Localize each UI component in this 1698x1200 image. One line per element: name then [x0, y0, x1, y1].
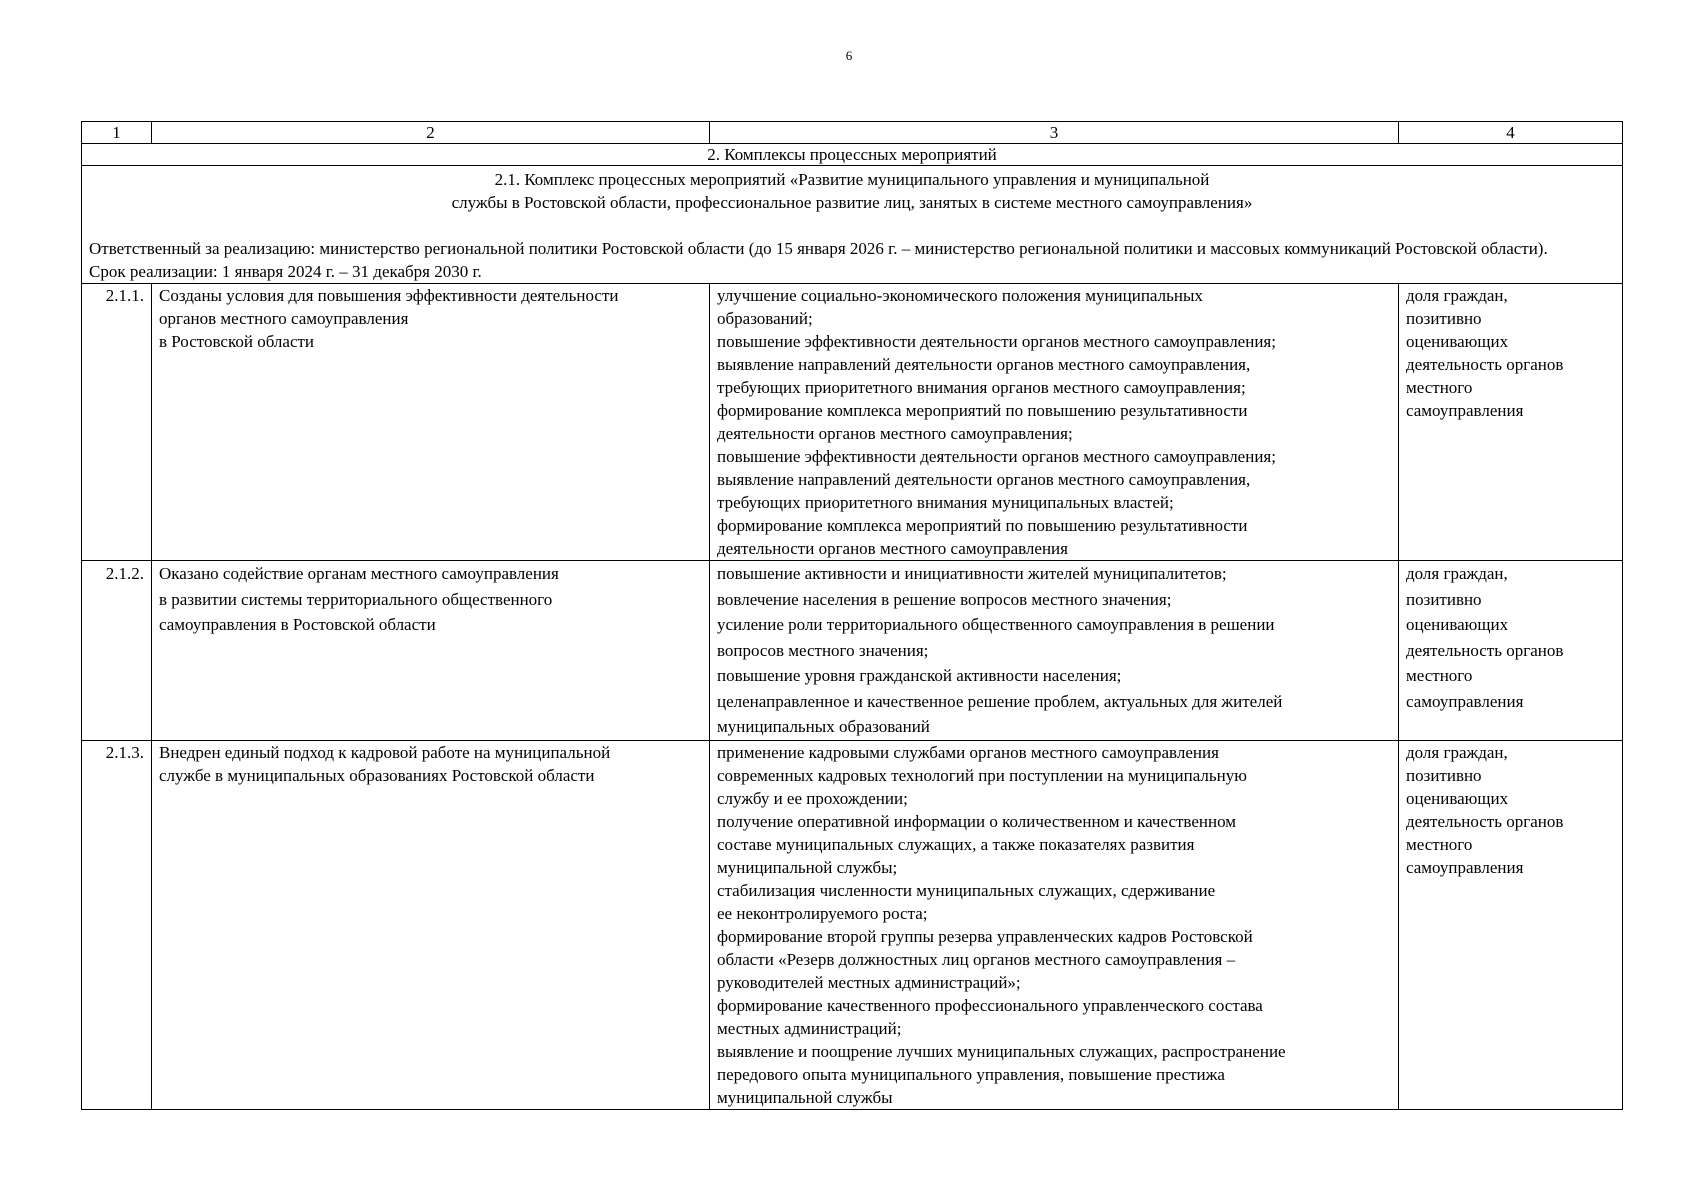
effect-line: службу и ее прохождении; [717, 788, 908, 808]
complex-responsible: Ответственный за реализацию: министерство региональной политики Ростовской области (до 15 января 2026 г. – министерство региональной политики и массовых коммуникаций Ростовской области). [89, 239, 1548, 258]
effect-line: формирование комплекса мероприятий по повышению результативности [717, 401, 1248, 420]
effect-line: повышение активности и инициативности жителей муниципалитетов; [717, 564, 1227, 583]
row-number: 2.1.1. [82, 284, 152, 561]
effect-line: муниципальных образований [717, 717, 930, 736]
complex-info-cell [82, 166, 1623, 284]
task-line: Оказано содействие органам местного самоуправления [159, 564, 559, 583]
task-line: самоуправления в Ростовской области [159, 615, 436, 634]
page-number: 6 [845, 48, 853, 63]
effect-line: целенаправленное и качественное решение проблем, актуальных для жителей [717, 691, 1283, 711]
effect-line: области «Резерв должностных лиц органов местного самоуправления – [717, 949, 1236, 969]
indicator-line: деятельность органов [1406, 355, 1564, 374]
effect-line: руководителей местных администраций»; [717, 972, 1021, 992]
section-title: 2. Комплексы процессных мероприятий [82, 144, 1623, 166]
effect-line: выявление и поощрение лучших муниципальных служащих, распространение [717, 1041, 1286, 1061]
effect-line: деятельности органов местного самоуправления [717, 539, 1068, 558]
section-title-row [82, 144, 1623, 166]
task-cell [152, 561, 710, 741]
effect-line: выявление направлений деятельности органов местного самоуправления, [717, 355, 1251, 374]
effect-line: муниципальной службы [717, 1087, 893, 1107]
effect-line: составе муниципальных служащих, а также показателях развития [717, 834, 1195, 854]
effects-cell [710, 740, 1399, 1109]
indicator-line: деятельность органов [1406, 811, 1564, 831]
complex-title-line-2: службы в Ростовской области, профессиональное развитие лиц, занятых в системе местного самоуправления» [451, 193, 1253, 212]
header-col-2: 2 [152, 122, 710, 144]
effect-line: формирование второй группы резерва управленческих кадров Ростовской [717, 926, 1253, 946]
task-cell [152, 740, 710, 1109]
row-number: 2.1.3. [82, 740, 152, 1109]
table-header-row [82, 122, 1623, 144]
complex-deadline: Срок реализации: 1 января 2024 г. – 31 декабря 2030 г. [89, 262, 482, 281]
effect-line: повышение уровня гражданской активности населения; [717, 666, 1122, 685]
effect-line: применение кадровыми службами органов местного самоуправления [717, 742, 1219, 762]
indicator-line: оценивающих [1406, 332, 1509, 351]
table-row [82, 740, 1623, 1109]
effect-line: местных администраций; [717, 1018, 902, 1038]
indicator-line: позитивно [1406, 309, 1482, 328]
effect-line: получение оперативной информации о количественном и качественном [717, 811, 1237, 831]
effect-line: вовлечение населения в решение вопросов местного значения; [717, 589, 1172, 609]
task-line: органов местного самоуправления [159, 309, 409, 328]
effect-line: передового опыта муниципального управления, повышение престижа [717, 1064, 1225, 1084]
effect-line: стабилизация численности муниципальных служащих, сдерживание [717, 880, 1216, 900]
effect-line: выявление направлений деятельности органов местного самоуправления, [717, 470, 1251, 489]
table-row [82, 561, 1623, 741]
table-row [82, 284, 1623, 561]
indicator-line: оценивающих [1406, 615, 1509, 634]
effect-line: муниципальной службы; [717, 857, 898, 877]
effect-line: повышение эффективности деятельности органов местного самоуправления; [717, 332, 1276, 351]
indicator-line: оценивающих [1406, 788, 1509, 808]
indicator-line: доля граждан, [1406, 286, 1508, 305]
effects-cell [710, 284, 1399, 561]
indicator-cell [1399, 740, 1623, 1109]
indicator-line: местного [1406, 834, 1473, 854]
effect-line: современных кадровых технологий при поступлении на муниципальную [717, 765, 1247, 785]
indicator-line: местного [1406, 378, 1473, 397]
effect-line: повышение эффективности деятельности органов местного самоуправления; [717, 447, 1276, 466]
effect-line: деятельности органов местного самоуправления; [717, 424, 1073, 443]
indicator-line: самоуправления [1406, 691, 1524, 711]
effect-line: улучшение социально-экономического положения муниципальных [717, 286, 1203, 305]
measures-table [81, 121, 1623, 1110]
indicator-line: местного [1406, 666, 1473, 685]
complex-title-line-1: 2.1. Комплекс процессных мероприятий «Развитие муниципального управления и муниципальной [494, 170, 1210, 189]
complex-info-row [82, 166, 1623, 284]
effect-line: требующих приоритетного внимания органов местного самоуправления; [717, 378, 1246, 397]
task-line: в Ростовской области [159, 332, 315, 351]
indicator-line: самоуправления [1406, 401, 1524, 420]
effect-line: требующих приоритетного внимания муниципальных властей; [717, 493, 1174, 512]
effect-line: ее неконтролируемого роста; [717, 903, 928, 923]
effect-line: формирование комплекса мероприятий по повышению результативности [717, 516, 1248, 535]
task-line: службе в муниципальных образованиях Ростовской области [159, 765, 595, 785]
row-number: 2.1.2. [82, 561, 152, 741]
indicator-line: позитивно [1406, 765, 1482, 785]
header-col-3: 3 [710, 122, 1399, 144]
effects-cell [710, 561, 1399, 741]
task-line: Внедрен единый подход к кадровой работе на муниципальной [159, 742, 611, 762]
task-line: в развитии системы территориального общественного [159, 589, 553, 609]
header-col-4: 4 [1399, 122, 1623, 144]
effect-line: усиление роли территориального общественного самоуправления в решении [717, 615, 1275, 634]
header-col-1: 1 [82, 122, 152, 144]
effect-line: вопросов местного значения; [717, 640, 929, 660]
indicator-cell [1399, 561, 1623, 741]
indicator-line: самоуправления [1406, 857, 1524, 877]
indicator-line: доля граждан, [1406, 742, 1508, 762]
indicator-line: доля граждан, [1406, 564, 1508, 583]
effect-line: формирование качественного профессионального управленческого состава [717, 995, 1263, 1015]
task-line: Созданы условия для повышения эффективности деятельности [159, 286, 619, 305]
indicator-line: деятельность органов [1406, 640, 1564, 660]
effect-line: образований; [717, 309, 813, 328]
task-cell [152, 284, 710, 561]
indicator-cell [1399, 284, 1623, 561]
indicator-line: позитивно [1406, 589, 1482, 609]
